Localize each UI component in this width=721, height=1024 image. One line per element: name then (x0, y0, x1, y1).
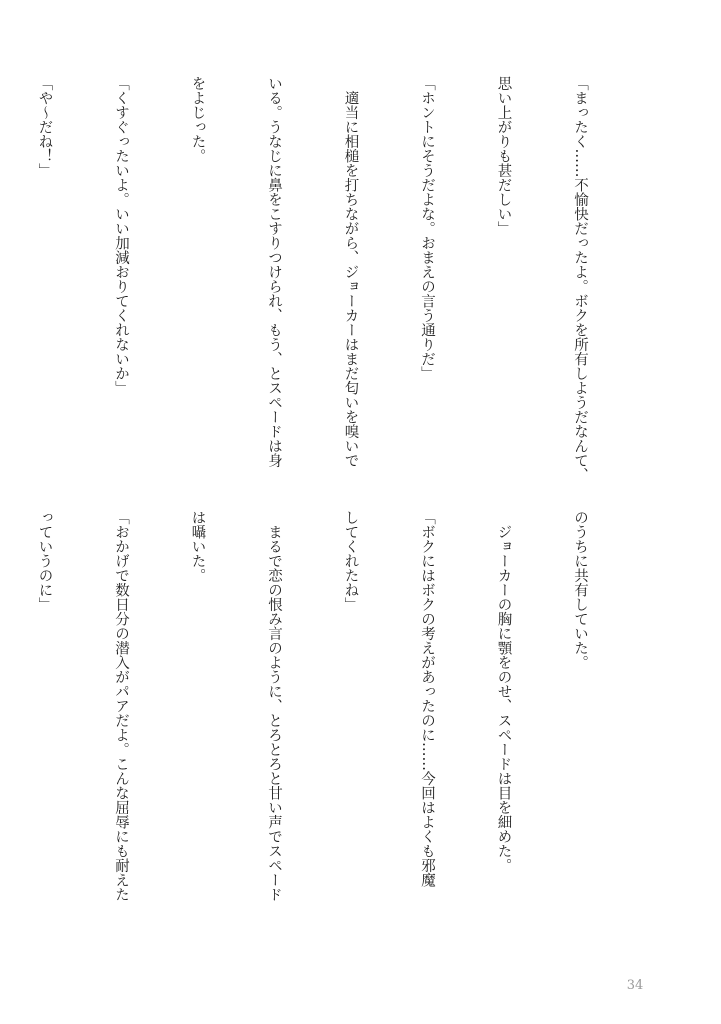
page-number: 34 (626, 978, 644, 993)
text-line: は囁いた。 (189, 510, 206, 583)
text-line: のうちに共有していた。 (572, 510, 588, 670)
text-line: 「まったく……不愉快だったよ。ボクを所有しようだなんて、 (572, 76, 588, 482)
text-line: っていうのに」 (36, 510, 53, 612)
text-line: 「おかげで数日分の潜入がパアだよ。こんな屈辱にも耐えた (113, 510, 129, 902)
text-line: をよじった。 (189, 76, 206, 163)
text-line: 「くすぐったいよ。いい加減おりてくれないか」 (113, 76, 129, 395)
lower-text-block (0, 510, 643, 954)
text-line: 「ボクにはボクの考えがあったのに……今回はよくも邪魔 (419, 510, 435, 887)
text-line: 「ホントにそうだよな。おまえの言う通りだ」 (419, 76, 435, 381)
text-line: してくれたね」 (342, 510, 359, 612)
text-line: ジョーカーの胸に顎をのせ、スペードは目を細めた。 (495, 510, 512, 873)
upper-text-block (0, 76, 643, 498)
text-line: 思い上がりも甚だしい」 (495, 76, 512, 236)
text-line: いる。うなじに鼻をこすりつけられ、もう、とスペードは身 (266, 76, 282, 468)
text-line: 「や〜だね！」 (36, 76, 53, 178)
text-line: 適当に相槌を打ちながら、ジョーカーはまだ匂いを嗅いで (342, 76, 359, 468)
text-line: まるで恋の恨み言のように、とろとろと甘い声でスペード (266, 510, 282, 902)
